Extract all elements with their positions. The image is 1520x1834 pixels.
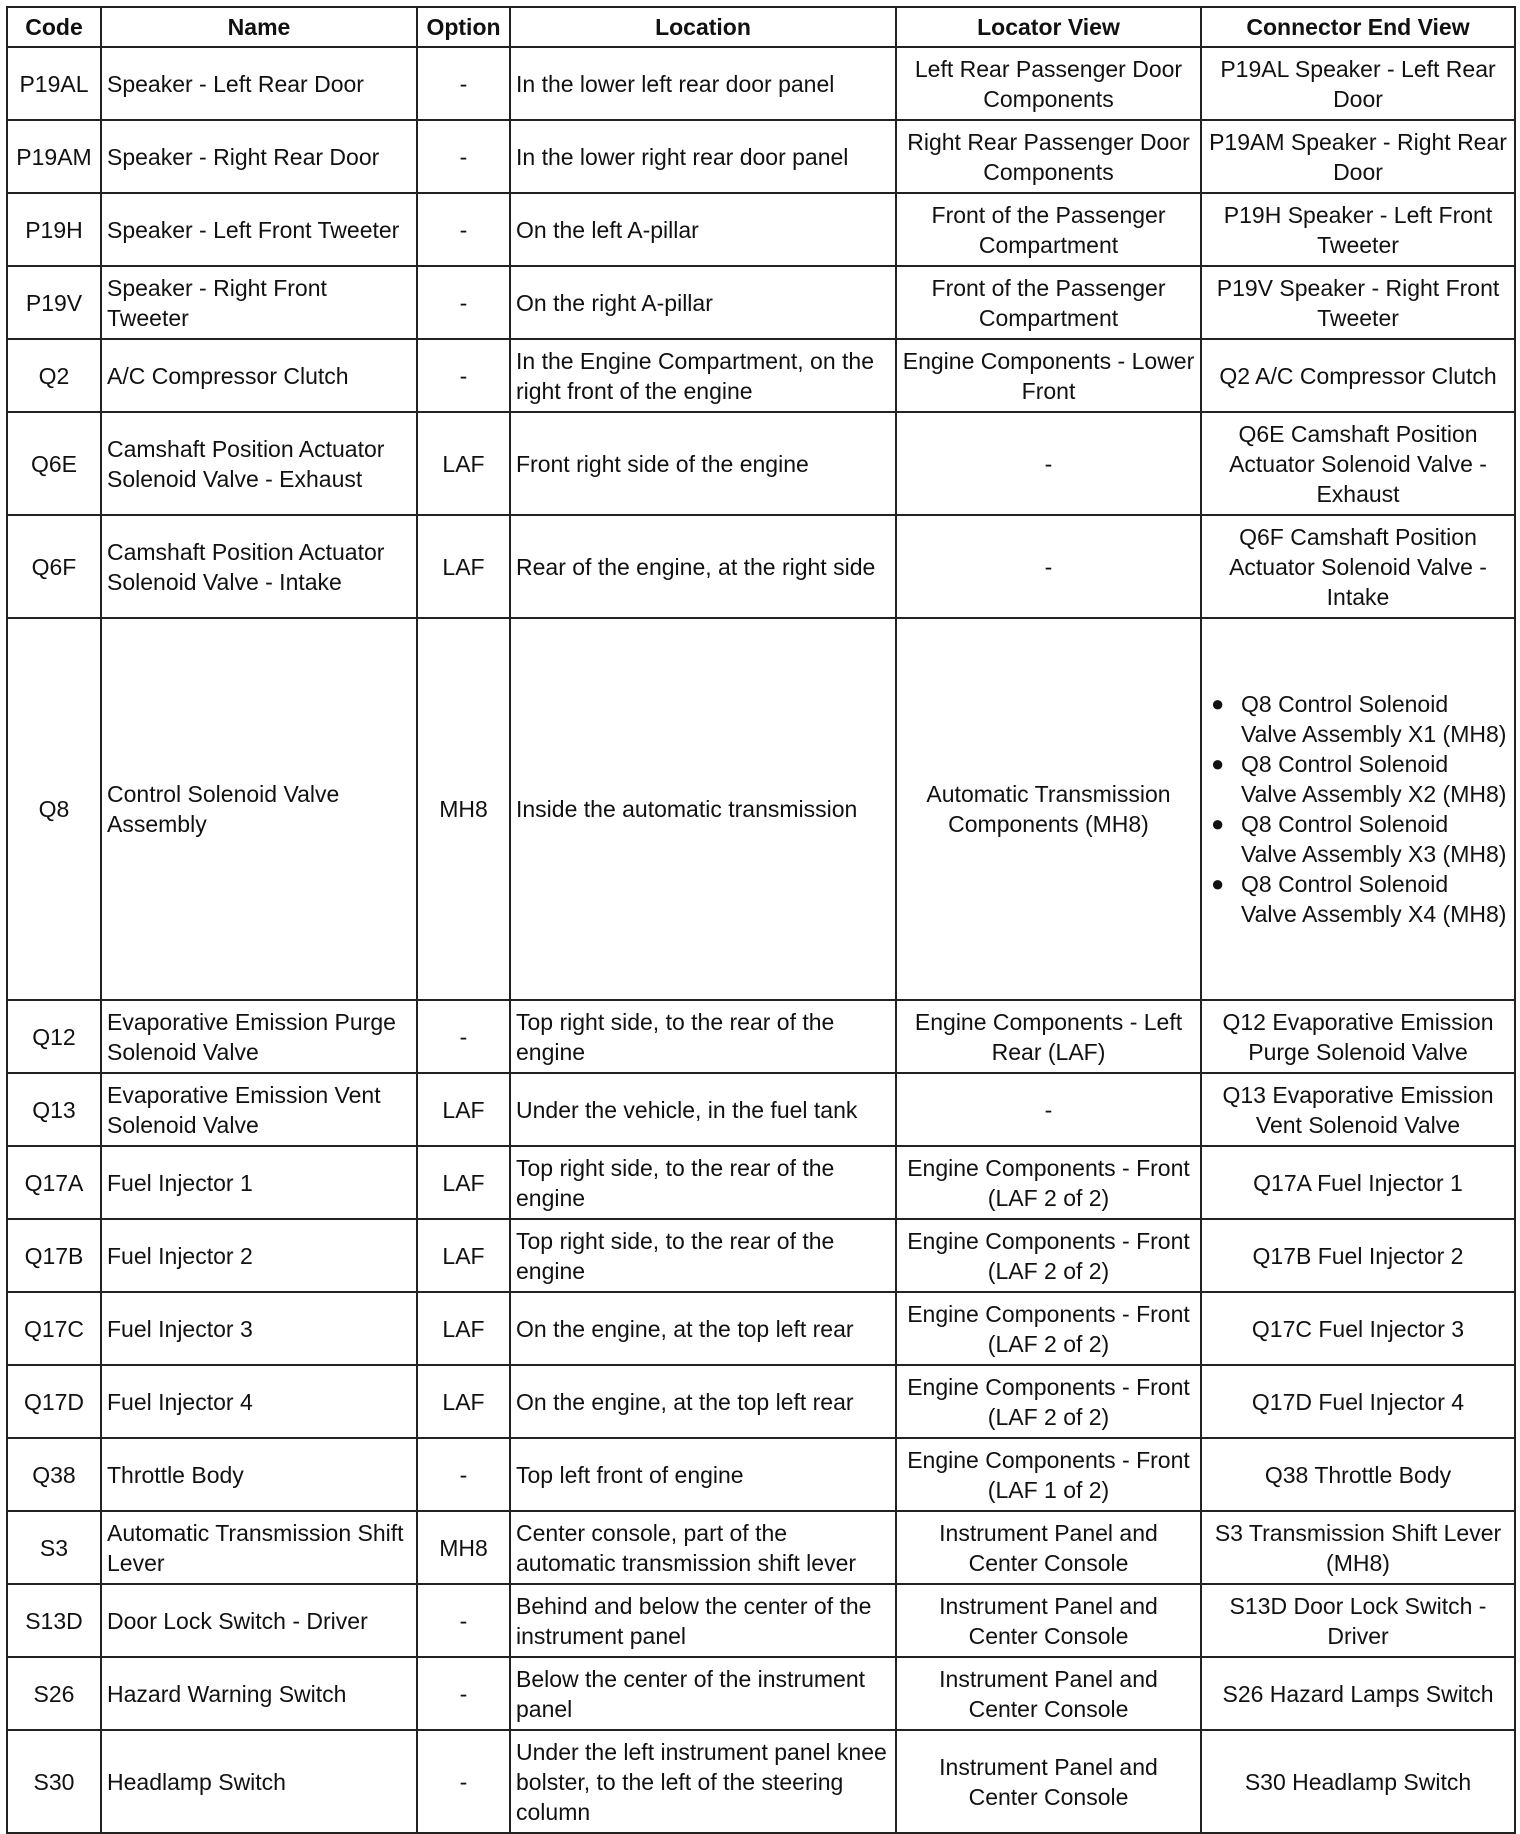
cell-name: Automatic Transmission Shift Lever <box>101 1511 417 1584</box>
cell-connector-end-view: Q17D Fuel Injector 4 <box>1201 1365 1515 1438</box>
table-row <box>7 515 1515 618</box>
cell-connector-end-view: Q6E Camshaft Position Actuator Solenoid Valve - Exhaust <box>1201 412 1515 515</box>
cell-code: Q12 <box>7 1000 101 1073</box>
cell-name: Throttle Body <box>101 1438 417 1511</box>
cell-connector-end-view: Q38 Throttle Body <box>1201 1438 1515 1511</box>
cell-name: Speaker - Left Rear Door <box>101 47 417 120</box>
list-item <box>1207 749 1509 809</box>
cell-option: - <box>417 339 510 412</box>
cell-option: LAF <box>417 1365 510 1438</box>
cell-name: Camshaft Position Actuator Solenoid Valve - Intake <box>101 515 417 618</box>
bullet-icon: ● <box>1211 871 1225 896</box>
header-locator-view: Locator View <box>896 7 1201 47</box>
component-locator-table <box>6 6 1516 1834</box>
cell-location: On the engine, at the top left rear <box>510 1365 896 1438</box>
cell-option: LAF <box>417 1146 510 1219</box>
cell-option: - <box>417 1584 510 1657</box>
table-row <box>7 412 1515 515</box>
cell-locator-view: Automatic Transmission Components (MH8) <box>896 618 1201 1000</box>
cell-location: In the lower left rear door panel <box>510 47 896 120</box>
list-item-text: Q8 Control Solenoid Valve Assembly X1 (MH8) <box>1241 691 1507 747</box>
cell-name: Hazard Warning Switch <box>101 1657 417 1730</box>
cell-location: Below the center of the instrument panel <box>510 1657 896 1730</box>
cell-connector-end-view: S3 Transmission Shift Lever (MH8) <box>1201 1511 1515 1584</box>
header-connector-end-view: Connector End View <box>1201 7 1515 47</box>
cell-locator-view: Left Rear Passenger Door Components <box>896 47 1201 120</box>
table-row <box>7 266 1515 339</box>
table-row <box>7 1438 1515 1511</box>
cell-code: S30 <box>7 1730 101 1833</box>
cell-locator-view: Instrument Panel and Center Console <box>896 1657 1201 1730</box>
table-row <box>7 1219 1515 1292</box>
cell-location: In the Engine Compartment, on the right front of the engine <box>510 339 896 412</box>
cell-location: Top right side, to the rear of the engine <box>510 1146 896 1219</box>
cell-option: LAF <box>417 1219 510 1292</box>
cell-name: Door Lock Switch - Driver <box>101 1584 417 1657</box>
cell-name: Evaporative Emission Vent Solenoid Valve <box>101 1073 417 1146</box>
cell-code: Q17B <box>7 1219 101 1292</box>
cell-name: Fuel Injector 3 <box>101 1292 417 1365</box>
table-row <box>7 1292 1515 1365</box>
cell-connector-end-view: Q17B Fuel Injector 2 <box>1201 1219 1515 1292</box>
cell-connector-end-view: Q6F Camshaft Position Actuator Solenoid Valve - Intake <box>1201 515 1515 618</box>
cell-option: - <box>417 1730 510 1833</box>
cell-code: S26 <box>7 1657 101 1730</box>
cell-location: On the right A-pillar <box>510 266 896 339</box>
cell-location: In the lower right rear door panel <box>510 120 896 193</box>
header-option: Option <box>417 7 510 47</box>
table-row <box>7 1000 1515 1073</box>
cell-connector-end-view: P19AL Speaker - Left Rear Door <box>1201 47 1515 120</box>
cell-name: Speaker - Left Front Tweeter <box>101 193 417 266</box>
table-row <box>7 193 1515 266</box>
cell-location: Top left front of engine <box>510 1438 896 1511</box>
cell-locator-view: Engine Components - Front (LAF 2 of 2) <box>896 1292 1201 1365</box>
cell-code: S3 <box>7 1511 101 1584</box>
cell-location: Under the vehicle, in the fuel tank <box>510 1073 896 1146</box>
cell-option: MH8 <box>417 618 510 1000</box>
table-row <box>7 1365 1515 1438</box>
cell-name: Fuel Injector 1 <box>101 1146 417 1219</box>
cell-name: Control Solenoid Valve Assembly <box>101 618 417 1000</box>
header-name: Name <box>101 7 417 47</box>
cell-name: Headlamp Switch <box>101 1730 417 1833</box>
header-row <box>7 7 1515 47</box>
cell-location: Rear of the engine, at the right side <box>510 515 896 618</box>
cell-code: P19AL <box>7 47 101 120</box>
cell-code: Q13 <box>7 1073 101 1146</box>
cell-connector-end-view: P19AM Speaker - Right Rear Door <box>1201 120 1515 193</box>
table-row <box>7 120 1515 193</box>
cell-code: S13D <box>7 1584 101 1657</box>
cell-code: P19H <box>7 193 101 266</box>
cell-location: Under the left instrument panel knee bolster, to the left of the steering column <box>510 1730 896 1833</box>
cell-connector-end-view: Q17A Fuel Injector 1 <box>1201 1146 1515 1219</box>
cell-location: Top right side, to the rear of the engine <box>510 1000 896 1073</box>
cell-connector-end-view: P19V Speaker - Right Front Tweeter <box>1201 266 1515 339</box>
cell-name: Fuel Injector 4 <box>101 1365 417 1438</box>
cell-name: Speaker - Right Rear Door <box>101 120 417 193</box>
cell-name: Speaker - Right Front Tweeter <box>101 266 417 339</box>
list-item-text: Q8 Control Solenoid Valve Assembly X3 (MH8) <box>1241 811 1507 867</box>
cell-code: Q17A <box>7 1146 101 1219</box>
cell-locator-view: Instrument Panel and Center Console <box>896 1730 1201 1833</box>
cell-name: A/C Compressor Clutch <box>101 339 417 412</box>
list-item-text: Q8 Control Solenoid Valve Assembly X4 (MH8) <box>1241 871 1507 927</box>
cell-option: - <box>417 266 510 339</box>
cell-locator-view: Front of the Passenger Compartment <box>896 193 1201 266</box>
cell-location: Center console, part of the automatic transmission shift lever <box>510 1511 896 1584</box>
cell-code: Q17D <box>7 1365 101 1438</box>
cell-locator-view: Instrument Panel and Center Console <box>896 1511 1201 1584</box>
table-row <box>7 339 1515 412</box>
cell-locator-view: Engine Components - Left Rear (LAF) <box>896 1000 1201 1073</box>
table-row <box>7 618 1515 1000</box>
cell-code: Q6E <box>7 412 101 515</box>
cell-connector-end-view: Q2 A/C Compressor Clutch <box>1201 339 1515 412</box>
cell-name: Fuel Injector 2 <box>101 1219 417 1292</box>
cell-code: P19AM <box>7 120 101 193</box>
cell-connector-end-view <box>1201 618 1515 1000</box>
list-item <box>1207 809 1509 869</box>
list-item-text: Q8 Control Solenoid Valve Assembly X2 (MH8) <box>1241 751 1507 807</box>
cell-location: On the left A-pillar <box>510 193 896 266</box>
cell-option: LAF <box>417 1292 510 1365</box>
connector-bullet-list <box>1207 689 1509 929</box>
cell-connector-end-view: Q12 Evaporative Emission Purge Solenoid Valve <box>1201 1000 1515 1073</box>
cell-locator-view: Engine Components - Front (LAF 2 of 2) <box>896 1219 1201 1292</box>
cell-locator-view: - <box>896 1073 1201 1146</box>
cell-locator-view: Engine Components - Front (LAF 1 of 2) <box>896 1438 1201 1511</box>
cell-locator-view: Engine Components - Front (LAF 2 of 2) <box>896 1365 1201 1438</box>
cell-connector-end-view: S26 Hazard Lamps Switch <box>1201 1657 1515 1730</box>
bullet-icon: ● <box>1211 691 1225 716</box>
cell-connector-end-view: S13D Door Lock Switch - Driver <box>1201 1584 1515 1657</box>
cell-location: Front right side of the engine <box>510 412 896 515</box>
table-row <box>7 1584 1515 1657</box>
cell-locator-view: Engine Components - Lower Front <box>896 339 1201 412</box>
cell-code: Q8 <box>7 618 101 1000</box>
cell-connector-end-view: Q13 Evaporative Emission Vent Solenoid Valve <box>1201 1073 1515 1146</box>
cell-code: Q6F <box>7 515 101 618</box>
header-code: Code <box>7 7 101 47</box>
cell-option: MH8 <box>417 1511 510 1584</box>
table-row <box>7 1511 1515 1584</box>
cell-option: - <box>417 1657 510 1730</box>
cell-location: On the engine, at the top left rear <box>510 1292 896 1365</box>
table-row <box>7 1146 1515 1219</box>
cell-option: LAF <box>417 515 510 618</box>
table-row <box>7 1657 1515 1730</box>
table-row <box>7 47 1515 120</box>
cell-connector-end-view: Q17C Fuel Injector 3 <box>1201 1292 1515 1365</box>
cell-connector-end-view: S30 Headlamp Switch <box>1201 1730 1515 1833</box>
cell-code: Q2 <box>7 339 101 412</box>
cell-option: - <box>417 1438 510 1511</box>
cell-locator-view: - <box>896 515 1201 618</box>
table-row <box>7 1073 1515 1146</box>
cell-locator-view: Right Rear Passenger Door Components <box>896 120 1201 193</box>
cell-code: Q38 <box>7 1438 101 1511</box>
bullet-icon: ● <box>1211 811 1225 836</box>
list-item <box>1207 869 1509 929</box>
cell-location: Behind and below the center of the instrument panel <box>510 1584 896 1657</box>
list-item <box>1207 689 1509 749</box>
cell-option: - <box>417 47 510 120</box>
cell-code: Q17C <box>7 1292 101 1365</box>
cell-option: - <box>417 193 510 266</box>
cell-code: P19V <box>7 266 101 339</box>
cell-name: Camshaft Position Actuator Solenoid Valve - Exhaust <box>101 412 417 515</box>
header-location: Location <box>510 7 896 47</box>
cell-option: - <box>417 120 510 193</box>
cell-locator-view: - <box>896 412 1201 515</box>
table-row <box>7 1730 1515 1833</box>
cell-option: - <box>417 1000 510 1073</box>
cell-location: Top right side, to the rear of the engine <box>510 1219 896 1292</box>
cell-locator-view: Engine Components - Front (LAF 2 of 2) <box>896 1146 1201 1219</box>
cell-locator-view: Instrument Panel and Center Console <box>896 1584 1201 1657</box>
cell-name: Evaporative Emission Purge Solenoid Valve <box>101 1000 417 1073</box>
bullet-icon: ● <box>1211 751 1225 776</box>
cell-option: LAF <box>417 412 510 515</box>
cell-locator-view: Front of the Passenger Compartment <box>896 266 1201 339</box>
cell-location: Inside the automatic transmission <box>510 618 896 1000</box>
cell-connector-end-view: P19H Speaker - Left Front Tweeter <box>1201 193 1515 266</box>
cell-option: LAF <box>417 1073 510 1146</box>
